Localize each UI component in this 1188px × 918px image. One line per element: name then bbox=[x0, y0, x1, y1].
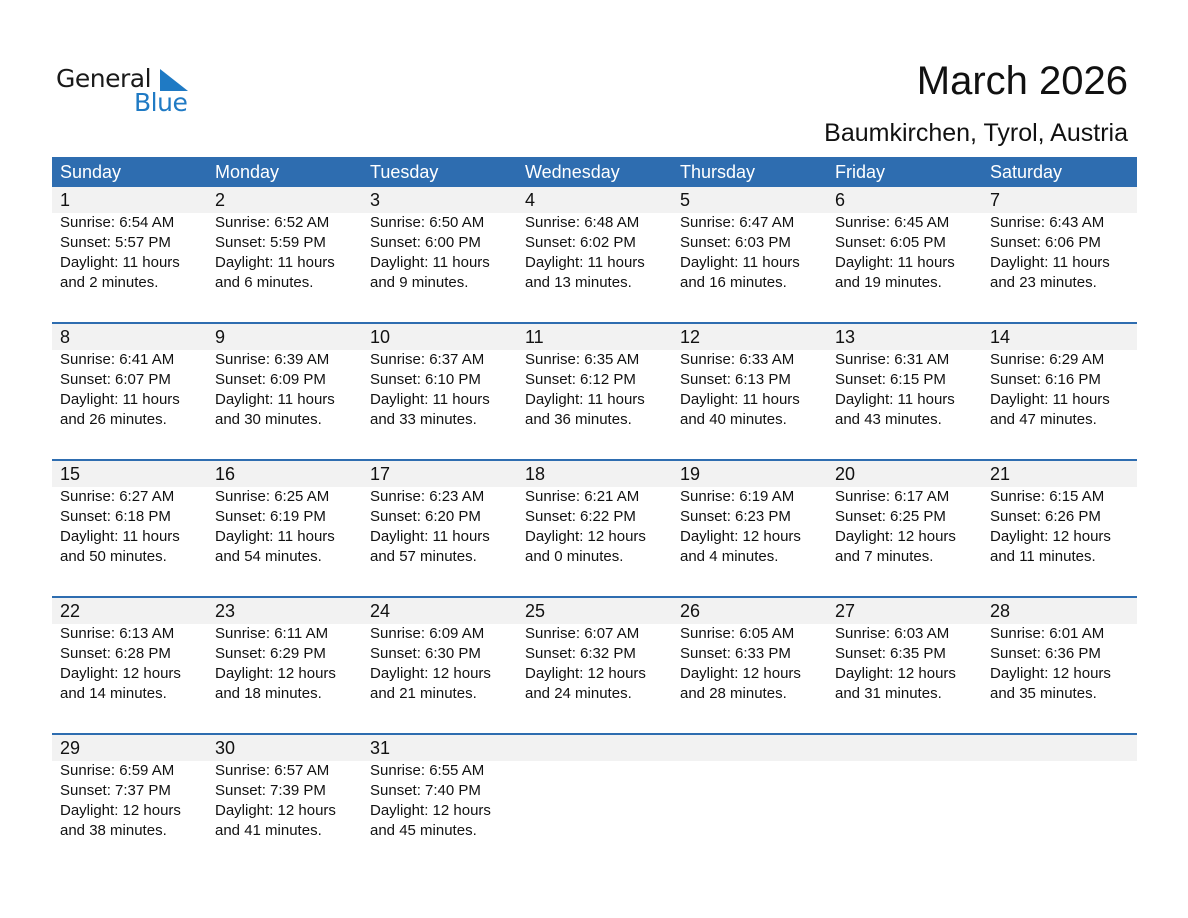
weekday-monday: Monday bbox=[215, 162, 280, 182]
day-cell bbox=[362, 461, 517, 567]
sunrise-time: Sunrise: 6:54 AM bbox=[60, 214, 175, 231]
daylight-hours: Daylight: 11 hours bbox=[60, 528, 180, 545]
location-subtitle: Baumkirchen, Tyrol, Austria bbox=[824, 119, 1128, 147]
daylight-hours: Daylight: 11 hours bbox=[215, 528, 335, 545]
sunset-time: Sunset: 5:59 PM bbox=[215, 234, 326, 251]
daylight-hours: Daylight: 11 hours bbox=[215, 391, 335, 408]
daylight-minutes: and 11 minutes. bbox=[990, 548, 1096, 565]
day-cell bbox=[827, 324, 982, 430]
week-row bbox=[52, 733, 1137, 870]
daylight-hours: Daylight: 11 hours bbox=[835, 254, 955, 271]
calendar-grid bbox=[52, 157, 1137, 870]
sunset-time: Sunset: 6:30 PM bbox=[370, 645, 481, 662]
logo-text-blue: Blue bbox=[134, 88, 188, 117]
sunset-time: Sunset: 6:26 PM bbox=[990, 508, 1101, 525]
day-number: 2 bbox=[215, 190, 226, 210]
weekday-friday: Friday bbox=[835, 162, 886, 182]
sunrise-time: Sunrise: 6:31 AM bbox=[835, 351, 950, 368]
daylight-hours: Daylight: 11 hours bbox=[680, 391, 800, 408]
day-number: 16 bbox=[215, 464, 236, 484]
daylight-minutes: and 43 minutes. bbox=[835, 411, 942, 428]
sunrise-time: Sunrise: 6:52 AM bbox=[215, 214, 330, 231]
day-number: 14 bbox=[990, 327, 1011, 347]
day-number: 18 bbox=[525, 464, 546, 484]
daylight-minutes: and 31 minutes. bbox=[835, 685, 942, 702]
day-cell bbox=[672, 598, 827, 704]
daylight-hours: Daylight: 11 hours bbox=[990, 391, 1110, 408]
sunset-time: Sunset: 6:29 PM bbox=[215, 645, 326, 662]
day-cell bbox=[982, 598, 1137, 704]
sunrise-time: Sunrise: 6:48 AM bbox=[525, 214, 640, 231]
daylight-hours: Daylight: 12 hours bbox=[60, 665, 181, 682]
daylight-hours: Daylight: 11 hours bbox=[370, 528, 490, 545]
day-cell bbox=[362, 598, 517, 704]
day-cell bbox=[362, 324, 517, 430]
sunrise-time: Sunrise: 6:59 AM bbox=[60, 762, 175, 779]
day-number: 10 bbox=[370, 327, 391, 347]
day-number: 4 bbox=[525, 190, 536, 210]
sunset-time: Sunset: 6:15 PM bbox=[835, 371, 946, 388]
daylight-minutes: and 2 minutes. bbox=[60, 274, 159, 291]
day-number: 27 bbox=[835, 601, 856, 621]
daylight-minutes: and 47 minutes. bbox=[990, 411, 1097, 428]
day-number: 21 bbox=[990, 464, 1011, 484]
daylight-minutes: and 33 minutes. bbox=[370, 411, 477, 428]
day-number: 1 bbox=[60, 190, 71, 210]
daylight-hours: Daylight: 11 hours bbox=[525, 254, 645, 271]
week-cells bbox=[52, 598, 1137, 704]
sunset-time: Sunset: 6:02 PM bbox=[525, 234, 636, 251]
daylight-hours: Daylight: 11 hours bbox=[990, 254, 1110, 271]
daylight-minutes: and 45 minutes. bbox=[370, 822, 477, 839]
daylight-minutes: and 6 minutes. bbox=[215, 274, 314, 291]
sunset-time: Sunset: 7:39 PM bbox=[215, 782, 326, 799]
sunrise-time: Sunrise: 6:57 AM bbox=[215, 762, 330, 779]
sunrise-time: Sunrise: 6:37 AM bbox=[370, 351, 485, 368]
sunset-time: Sunset: 6:12 PM bbox=[525, 371, 636, 388]
sunrise-time: Sunrise: 6:09 AM bbox=[370, 625, 485, 642]
sunrise-time: Sunrise: 6:41 AM bbox=[60, 351, 175, 368]
daylight-minutes: and 16 minutes. bbox=[680, 274, 787, 291]
sunset-time: Sunset: 6:10 PM bbox=[370, 371, 481, 388]
week-cells bbox=[52, 187, 1137, 293]
week-cells bbox=[52, 735, 1137, 841]
sunrise-time: Sunrise: 6:50 AM bbox=[370, 214, 485, 231]
daylight-hours: Daylight: 12 hours bbox=[525, 528, 646, 545]
week-row bbox=[52, 322, 1137, 459]
sunrise-time: Sunrise: 6:03 AM bbox=[835, 625, 950, 642]
day-cell bbox=[362, 735, 517, 841]
weekday-sunday: Sunday bbox=[60, 162, 122, 182]
day-cell bbox=[672, 187, 827, 293]
sunrise-time: Sunrise: 6:05 AM bbox=[680, 625, 795, 642]
day-number: 25 bbox=[525, 601, 546, 621]
weekday-tuesday: Tuesday bbox=[370, 162, 439, 182]
week-cells bbox=[52, 461, 1137, 567]
daylight-hours: Daylight: 11 hours bbox=[835, 391, 955, 408]
day-number: 8 bbox=[60, 327, 71, 347]
day-cell bbox=[982, 187, 1137, 293]
sunset-time: Sunset: 5:57 PM bbox=[60, 234, 171, 251]
daylight-minutes: and 7 minutes. bbox=[835, 548, 934, 565]
daylight-minutes: and 4 minutes. bbox=[680, 548, 779, 565]
sunset-time: Sunset: 6:00 PM bbox=[370, 234, 481, 251]
empty-day-cell bbox=[982, 735, 1137, 841]
day-cell bbox=[982, 461, 1137, 567]
logo-text-general: General bbox=[56, 64, 152, 93]
daylight-minutes: and 19 minutes. bbox=[835, 274, 942, 291]
sunrise-time: Sunrise: 6:33 AM bbox=[680, 351, 795, 368]
week-cells bbox=[52, 324, 1137, 430]
day-cell bbox=[517, 461, 672, 567]
day-cell bbox=[207, 461, 362, 567]
sunrise-time: Sunrise: 6:43 AM bbox=[990, 214, 1105, 231]
sunrise-time: Sunrise: 6:07 AM bbox=[525, 625, 640, 642]
sunrise-time: Sunrise: 6:11 AM bbox=[215, 625, 329, 642]
day-cell bbox=[207, 735, 362, 841]
sunrise-time: Sunrise: 6:47 AM bbox=[680, 214, 795, 231]
sunset-time: Sunset: 6:09 PM bbox=[215, 371, 326, 388]
day-cell bbox=[362, 187, 517, 293]
day-cell bbox=[52, 187, 207, 293]
sunset-time: Sunset: 6:13 PM bbox=[680, 371, 791, 388]
sunrise-time: Sunrise: 6:17 AM bbox=[835, 488, 950, 505]
daylight-hours: Daylight: 11 hours bbox=[370, 391, 490, 408]
daylight-minutes: and 24 minutes. bbox=[525, 685, 632, 702]
daylight-minutes: and 30 minutes. bbox=[215, 411, 322, 428]
sunset-time: Sunset: 6:18 PM bbox=[60, 508, 171, 525]
day-number: 15 bbox=[60, 464, 81, 484]
sunrise-time: Sunrise: 6:23 AM bbox=[370, 488, 485, 505]
daylight-minutes: and 28 minutes. bbox=[680, 685, 787, 702]
sunrise-time: Sunrise: 6:21 AM bbox=[525, 488, 640, 505]
day-cell bbox=[52, 324, 207, 430]
sunset-time: Sunset: 6:05 PM bbox=[835, 234, 946, 251]
day-number: 24 bbox=[370, 601, 391, 621]
daylight-minutes: and 23 minutes. bbox=[990, 274, 1097, 291]
daylight-hours: Daylight: 12 hours bbox=[680, 528, 801, 545]
brand-logo bbox=[56, 64, 196, 120]
day-number: 6 bbox=[835, 190, 846, 210]
week-row bbox=[52, 459, 1137, 596]
day-number: 7 bbox=[990, 190, 1001, 210]
weeks-container bbox=[52, 187, 1137, 870]
sunset-time: Sunset: 6:28 PM bbox=[60, 645, 171, 662]
day-number: 11 bbox=[525, 327, 544, 347]
day-cell bbox=[52, 735, 207, 841]
day-number: 12 bbox=[680, 327, 701, 347]
day-number: 30 bbox=[215, 738, 236, 758]
day-number: 31 bbox=[370, 738, 391, 758]
week-row bbox=[52, 187, 1137, 322]
daylight-hours: Daylight: 11 hours bbox=[60, 254, 180, 271]
day-cell bbox=[52, 598, 207, 704]
sunrise-time: Sunrise: 6:13 AM bbox=[60, 625, 175, 642]
empty-day-cell bbox=[827, 735, 982, 841]
empty-day-cell bbox=[672, 735, 827, 841]
day-number: 9 bbox=[215, 327, 226, 347]
sunset-time: Sunset: 6:25 PM bbox=[835, 508, 946, 525]
daylight-minutes: and 57 minutes. bbox=[370, 548, 477, 565]
weekday-thursday: Thursday bbox=[680, 162, 756, 182]
weekday-saturday: Saturday bbox=[990, 162, 1063, 182]
sunrise-time: Sunrise: 6:39 AM bbox=[215, 351, 330, 368]
weekday-wednesday: Wednesday bbox=[525, 162, 620, 182]
day-number: 26 bbox=[680, 601, 701, 621]
daylight-minutes: and 26 minutes. bbox=[60, 411, 167, 428]
day-number: 22 bbox=[60, 601, 81, 621]
daylight-hours: Daylight: 12 hours bbox=[370, 802, 491, 819]
daylight-minutes: and 36 minutes. bbox=[525, 411, 632, 428]
sunrise-time: Sunrise: 6:19 AM bbox=[680, 488, 795, 505]
sunrise-time: Sunrise: 6:45 AM bbox=[835, 214, 950, 231]
day-cell bbox=[827, 187, 982, 293]
day-number: 5 bbox=[680, 190, 691, 210]
day-number: 20 bbox=[835, 464, 856, 484]
day-cell bbox=[672, 324, 827, 430]
day-cell bbox=[517, 598, 672, 704]
sunset-time: Sunset: 6:07 PM bbox=[60, 371, 171, 388]
sunrise-time: Sunrise: 6:55 AM bbox=[370, 762, 485, 779]
daylight-minutes: and 13 minutes. bbox=[525, 274, 632, 291]
daylight-minutes: and 38 minutes. bbox=[60, 822, 167, 839]
daylight-hours: Daylight: 12 hours bbox=[680, 665, 801, 682]
sunset-time: Sunset: 6:19 PM bbox=[215, 508, 326, 525]
sunrise-time: Sunrise: 6:25 AM bbox=[215, 488, 330, 505]
weekday-header bbox=[52, 157, 1137, 187]
sunrise-time: Sunrise: 6:35 AM bbox=[525, 351, 640, 368]
day-cell bbox=[517, 187, 672, 293]
daylight-minutes: and 54 minutes. bbox=[215, 548, 322, 565]
sunset-time: Sunset: 6:36 PM bbox=[990, 645, 1101, 662]
sunset-time: Sunset: 6:06 PM bbox=[990, 234, 1101, 251]
day-number: 13 bbox=[835, 327, 856, 347]
day-number: 23 bbox=[215, 601, 236, 621]
daylight-minutes: and 35 minutes. bbox=[990, 685, 1097, 702]
daylight-hours: Daylight: 12 hours bbox=[525, 665, 646, 682]
sunset-time: Sunset: 7:37 PM bbox=[60, 782, 171, 799]
daylight-hours: Daylight: 11 hours bbox=[680, 254, 800, 271]
sunset-time: Sunset: 6:35 PM bbox=[835, 645, 946, 662]
day-cell bbox=[672, 461, 827, 567]
sunset-time: Sunset: 6:03 PM bbox=[680, 234, 791, 251]
daylight-minutes: and 9 minutes. bbox=[370, 274, 469, 291]
sunset-time: Sunset: 6:23 PM bbox=[680, 508, 791, 525]
daylight-minutes: and 21 minutes. bbox=[370, 685, 477, 702]
sunset-time: Sunset: 6:32 PM bbox=[525, 645, 636, 662]
sunset-time: Sunset: 6:20 PM bbox=[370, 508, 481, 525]
day-cell bbox=[207, 187, 362, 293]
sunset-time: Sunset: 6:33 PM bbox=[680, 645, 791, 662]
daylight-minutes: and 0 minutes. bbox=[525, 548, 624, 565]
sunrise-time: Sunrise: 6:27 AM bbox=[60, 488, 175, 505]
empty-day-cell bbox=[517, 735, 672, 841]
daylight-minutes: and 14 minutes. bbox=[60, 685, 167, 702]
day-cell bbox=[827, 598, 982, 704]
daylight-hours: Daylight: 12 hours bbox=[835, 665, 956, 682]
daylight-minutes: and 40 minutes. bbox=[680, 411, 787, 428]
daylight-minutes: and 50 minutes. bbox=[60, 548, 167, 565]
daylight-hours: Daylight: 11 hours bbox=[60, 391, 180, 408]
day-number: 17 bbox=[370, 464, 391, 484]
daylight-hours: Daylight: 12 hours bbox=[990, 665, 1111, 682]
day-cell bbox=[207, 598, 362, 704]
daylight-hours: Daylight: 12 hours bbox=[215, 802, 336, 819]
daylight-hours: Daylight: 12 hours bbox=[370, 665, 491, 682]
day-cell bbox=[207, 324, 362, 430]
page-title: March 2026 bbox=[916, 59, 1128, 103]
sunset-time: Sunset: 6:22 PM bbox=[525, 508, 636, 525]
sunrise-time: Sunrise: 6:01 AM bbox=[990, 625, 1105, 642]
daylight-minutes: and 18 minutes. bbox=[215, 685, 322, 702]
sunset-time: Sunset: 6:16 PM bbox=[990, 371, 1101, 388]
day-number: 3 bbox=[370, 190, 381, 210]
day-cell bbox=[517, 324, 672, 430]
sunset-time: Sunset: 7:40 PM bbox=[370, 782, 481, 799]
sunrise-time: Sunrise: 6:29 AM bbox=[990, 351, 1105, 368]
day-number: 29 bbox=[60, 738, 81, 758]
week-row bbox=[52, 596, 1137, 733]
daylight-hours: Daylight: 12 hours bbox=[60, 802, 181, 819]
daylight-hours: Daylight: 11 hours bbox=[370, 254, 490, 271]
day-cell bbox=[52, 461, 207, 567]
day-cell bbox=[827, 461, 982, 567]
daylight-hours: Daylight: 12 hours bbox=[215, 665, 336, 682]
day-number: 28 bbox=[990, 601, 1011, 621]
daylight-hours: Daylight: 11 hours bbox=[525, 391, 645, 408]
daylight-minutes: and 41 minutes. bbox=[215, 822, 322, 839]
daylight-hours: Daylight: 12 hours bbox=[835, 528, 956, 545]
sunrise-time: Sunrise: 6:15 AM bbox=[990, 488, 1105, 505]
daylight-hours: Daylight: 11 hours bbox=[215, 254, 335, 271]
day-number: 19 bbox=[680, 464, 701, 484]
day-cell bbox=[982, 324, 1137, 430]
daylight-hours: Daylight: 12 hours bbox=[990, 528, 1111, 545]
